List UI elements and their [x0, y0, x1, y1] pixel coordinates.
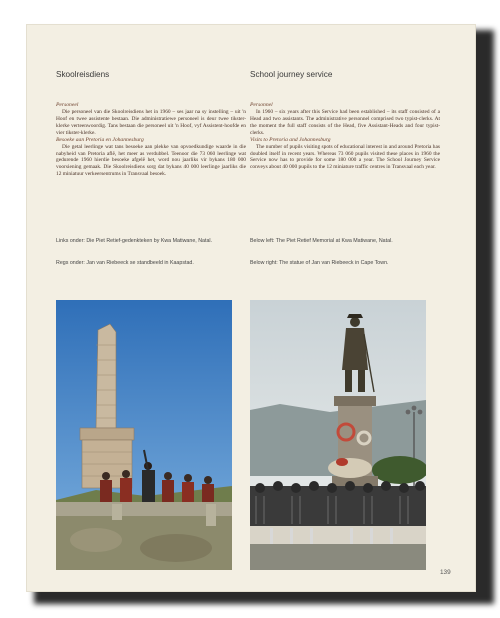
- english-heading: School journey service: [250, 70, 333, 79]
- english-subheading-personnel: Personnel: [250, 102, 273, 108]
- afrikaans-caption-right-photo: Regs onder: Jan van Riebeeck se standbeeld in Kaapstad.: [56, 260, 194, 266]
- english-caption-left-photo: Below left: The Piet Retief Memorial at Kwa Matiwane, Natal.: [250, 238, 393, 244]
- afrikaans-column: [56, 70, 246, 178]
- afrikaans-heading: Skoolreisdiens: [56, 70, 110, 79]
- photo-jan-van-riebeeck-statue: [250, 300, 426, 570]
- page-number: 139: [440, 569, 451, 576]
- english-column: [250, 70, 440, 171]
- afrikaans-subheading-personnel: Personeel: [56, 102, 79, 108]
- english-subheading-visits: Visits to Pretoria and Johannesburg: [250, 136, 331, 143]
- english-caption-right-photo: Below right: The statue of Jan van Riebeeck in Cape Town.: [250, 260, 389, 266]
- afrikaans-paragraph-personnel: Die personeel van die Skoolreisdiens het in 1960 – ses jaar na sy instelling – uit 'n Hoof en twee assistente bestaan. Die administratiewe personeel is deur twee tikster-klerke verteenwoordig. Tans bestaan die personeel uit 'n Hoof, vyf Assistent-hoofde en vier tikster-klerke.: [56, 109, 246, 136]
- afrikaans-subheading-visits: Besoeke aan Pretoria en Johannesburg: [56, 136, 144, 143]
- afrikaans-paragraph-visits: Die getal leerlinge wat tans besoeke aan plekke van opvoedkundige waarde in die nabyheid van Pretoria aflê, het meer as verdubbel. Teenoor die 73 060 leerlinge wat gedurende 1960 hierdie besoeke afgelê het, word nou jaarliks vir bykans 180 000 voorsiening gemaak. Die Skoolreisdiens sorg dat bykans 40 000 leerlinge jaarliks die 12 miniatuur verkeersentrums in Transvaal besoek.: [56, 143, 246, 178]
- afrikaans-caption-left-photo: Links onder: Die Piet Retief-gedenkteken by Kwa Matiwane, Natal.: [56, 238, 213, 244]
- english-paragraph-visits: The number of pupils visiting spots of educational interest in and around Pretoria has doubled itself in recent years. Whereas 73 060 pupils visited these places in 1960 the Service now has to provide for some 180 000 a year. The School Journey Service conveys about 40 000 pupils to the 12 miniature traffic centres in Transvaal each year.: [250, 143, 440, 171]
- book-page: [26, 24, 476, 592]
- photo-piet-retief-memorial: [56, 300, 232, 570]
- english-paragraph-personnel: In 1960 – six years after this Service had been established – its staff consisted of a Head and two assistants. The administrative personnel comprised two typist-clerks. At the moment the full staff consists of the Head, five Assistant-Heads and four typist-clerks.: [250, 109, 440, 136]
